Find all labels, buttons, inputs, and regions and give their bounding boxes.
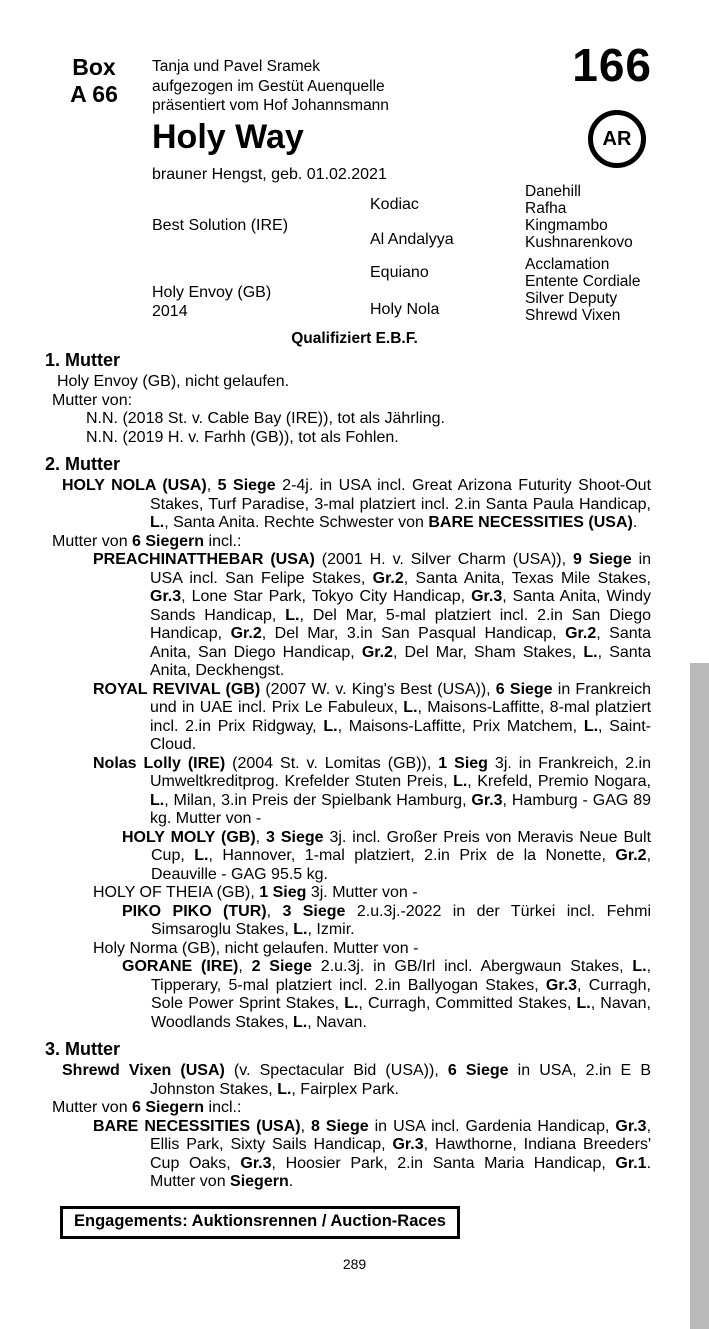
pedigree-paragraph: ROYAL REVIVAL (GB) (2007 W. v. King's Best (USA)), 6 Siege in Frankreich und in UAE incl. Prix Le Fabuleux, L., Maisons-Laffitte, 8-mal platziert incl. 2.in Prix Ridgway, L., Maisons-Laffitte, Prix Matchem, L., Saint-Cloud.: [93, 680, 652, 753]
sire-grandparents: [525, 183, 633, 251]
pedigree-paragraph: Holy Envoy (GB), nicht gelaufen.: [57, 373, 290, 390]
ar-badge-label: AR: [602, 127, 632, 150]
consignor-info: [152, 57, 389, 116]
box-word: Box: [72, 54, 116, 80]
thumb-index-tab: [690, 663, 709, 1329]
pedigree-paragraph: Holy Norma (GB), nicht gelaufen. Mutter von -: [93, 939, 419, 957]
ar-badge: [588, 110, 646, 168]
pedigree-paragraph: BARE NECESSITIES (USA), 8 Siege in USA incl. Gardenia Handicap, Gr.3, Ellis Park, Sixty Sails Handicap, Gr.3, Hawthorne, Indiana Breeders' Cup Oaks, Gr.3, Hoosier Park, 2.in Santa Maria Handicap, Gr.1. Mutter von Siegern.: [93, 1117, 652, 1190]
sire-sire: Kodiac: [370, 196, 419, 213]
lot-number: 166: [572, 39, 652, 91]
pedigree-paragraph: Mutter von:: [52, 391, 133, 409]
dam-grandparents: [525, 256, 640, 324]
consignor-line: aufgezogen im Gestüt Auenquelle: [152, 77, 385, 95]
mutter-section: [0, 454, 709, 1032]
ancestor-name: Shrewd Vixen: [525, 307, 621, 324]
sire-name: Best Solution (IRE): [152, 217, 289, 234]
ancestor-name: Acclamation: [525, 256, 610, 273]
engagements-label: Engagements: Auktionsrennen / Auction-Races: [74, 1211, 446, 1230]
pedigree-paragraph: Shrewd Vixen (USA) (v. Spectacular Bid (USA)), 6 Siege in USA, 2.in E B Johnston Stakes, L., Fairplex Park.: [62, 1062, 652, 1098]
ancestor-name: Danehill: [525, 183, 582, 200]
pedigree-paragraph: HOLY NOLA (USA), 5 Siege 2-4j. in USA incl. Great Arizona Futurity Shoot-Out Stakes, Turf Paradise, 3-mal platziert incl. 2.in Santa Paula Handicap, L., Santa Anita. Rechte Schwester von BARE NECESSITIES (USA).: [62, 477, 652, 531]
pedigree-paragraph: GORANE (IRE), 2 Siege 2.u.3j. in GB/Irl incl. Abergwaun Stakes, L., Tipperary, 5-mal platziert incl. 2.in Ballyogan Stakes, Gr.3, Curragh, Sole Power Sprint Stakes, L., Curragh, Committed Stakes, L., Navan, Woodlands Stakes, L., Navan.: [122, 958, 652, 1031]
pedigree-paragraph: N.N. (2019 H. v. Farhh (GB)), tot als Fohlen.: [86, 428, 399, 446]
pedigree-paragraph: HOLY MOLY (GB), 3 Siege 3j. incl. Großer Preis von Meravis Neue Bult Cup, L., Hannover, 1-mal platziert, 2.in Prix de la Nonette, Gr.2, Deauville - GAG 95.5 kg.: [122, 828, 652, 883]
ancestor-name: Entente Cordiale: [525, 273, 641, 290]
section-heading: 2. Mutter: [45, 454, 121, 474]
pedigree-paragraph: HOLY OF THEIA (GB), 1 Sieg 3j. Mutter von -: [93, 884, 418, 901]
ancestor-name: Kingmambo: [525, 217, 608, 234]
ancestor-name: Rafha: [525, 200, 567, 217]
mutter-section: [0, 350, 709, 447]
page-number: 289: [342, 1255, 367, 1272]
pedigree-paragraph: N.N. (2018 St. v. Cable Bay (IRE)), tot als Jährling.: [86, 410, 445, 427]
ancestor-name: Kushnarenkovo: [525, 234, 633, 251]
sire-dam: Al Andalyya: [370, 231, 454, 248]
pedigree-paragraph: PREACHINATTHEBAR (USA) (2001 H. v. Silver Charm (USA)), 9 Siege in USA incl. San Felipe Stakes, Gr.2, Santa Anita, Texas Mile Stakes, Gr.3, Lone Star Park, Tokyo City Handicap, Gr.3, Santa Anita, Windy Sands Handicap, L., Del Mar, 5-mal platziert incl. 2.in San Diego Handicap, Gr.2, Del Mar, 3.in San Pasqual Handicap, Gr.2, Santa Anita, San Diego Handicap, Gr.2, Del Mar, Sham Stakes, L., Santa Anita, Deckhengst.: [93, 551, 652, 679]
dam-dam: Holy Nola: [370, 301, 440, 318]
mutter-section: [0, 1039, 709, 1192]
box-number: A 66: [70, 81, 118, 107]
consignor-line: Tanja und Pavel Sramek: [152, 58, 321, 75]
consignor-line: präsentiert vom Hof Johannsmann: [152, 97, 389, 114]
horse-name: Holy Way: [152, 118, 304, 156]
section-heading: 3. Mutter: [45, 1039, 121, 1059]
engagements-box: [60, 1206, 460, 1239]
horse-details: brauner Hengst, geb. 01.02.2021: [152, 166, 387, 183]
section-heading: 1. Mutter: [45, 350, 121, 370]
pedigree-paragraph: Mutter von 6 Siegern incl.:: [52, 1099, 242, 1116]
family-text: [0, 350, 709, 1272]
dam-name: [152, 283, 271, 321]
dam-year: 2014: [152, 303, 188, 320]
pedigree-paragraph: PIKO PIKO (TUR), 3 Siege 2.u.3j.-2022 in der Türkei incl. Fehmi Simsaroglu Stakes, L., Izmir.: [122, 902, 652, 938]
dam-name-text: Holy Envoy (GB): [152, 284, 272, 301]
mutter-sections: [0, 350, 709, 1192]
qualification-note: Qualifiziert E.B.F.: [291, 330, 418, 347]
pedigree-paragraph: Mutter von 6 Siegern incl.:: [52, 532, 242, 550]
box-label: [56, 54, 132, 108]
dam-sire: Equiano: [370, 264, 429, 281]
pedigree-paragraph: Nolas Lolly (IRE) (2004 St. v. Lomitas (GB)), 1 Sieg 3j. in Frankreich, 2.in Umweltkreditprog. Krefelder Stuten Preis, L., Krefeld, Premio Nogara, L., Milan, 3.in Preis der Spielbank Hamburg, Gr.3, Hamburg - GAG 89 kg. Mutter von -: [93, 754, 652, 827]
ancestor-name: Silver Deputy: [525, 290, 618, 307]
